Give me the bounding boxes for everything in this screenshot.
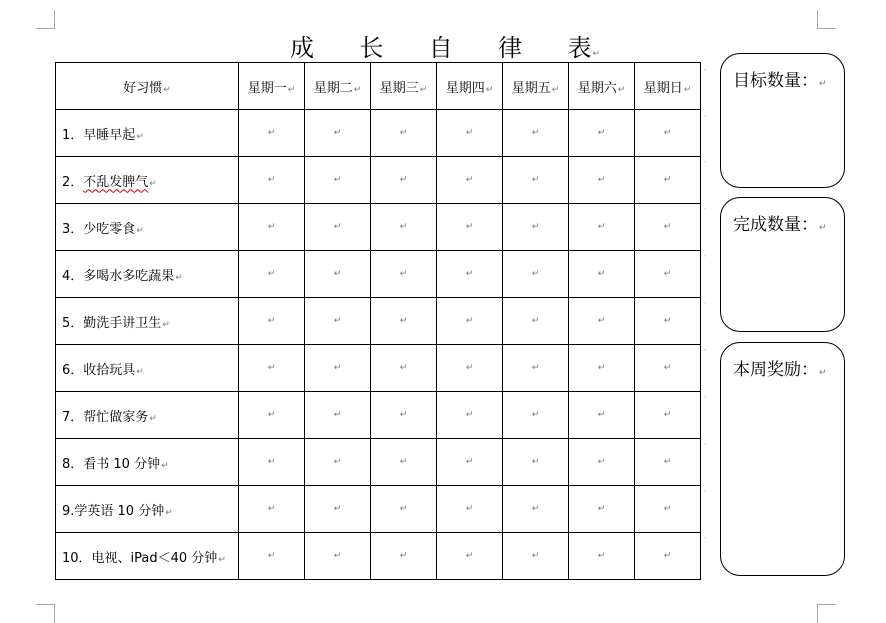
check-cell[interactable]: ↵ — [305, 204, 371, 251]
habit-row — [56, 486, 701, 533]
check-cell[interactable]: ↵ — [371, 251, 437, 298]
check-cell[interactable]: ↵ — [371, 392, 437, 439]
check-cell[interactable]: ↵ — [569, 345, 635, 392]
day-header-fri: 星期五↵ — [503, 63, 569, 110]
check-cell[interactable]: ↵ — [503, 439, 569, 486]
check-cell[interactable]: ↵ — [305, 392, 371, 439]
check-cell[interactable]: ↵ — [569, 533, 635, 580]
check-cell[interactable]: ↵ — [239, 251, 305, 298]
habit-row — [56, 439, 701, 486]
check-cell[interactable]: ↵ — [569, 110, 635, 157]
check-cell[interactable]: ↵ — [239, 157, 305, 204]
check-cell[interactable]: ↵ — [503, 486, 569, 533]
table-header-row — [56, 63, 701, 110]
check-cell[interactable]: ↵ — [371, 110, 437, 157]
page-corner-top-right — [817, 10, 836, 29]
row-end-mark: ʼ — [704, 254, 707, 262]
check-cell[interactable]: ↵ — [305, 251, 371, 298]
check-cell[interactable]: ↵ — [437, 251, 503, 298]
target-count-box[interactable]: 目标数量：↵ — [720, 53, 845, 188]
check-cell[interactable]: ↵ — [569, 251, 635, 298]
habit-label: 7．帮忙做家务↵ — [56, 392, 239, 439]
habit-label: 10．电视、iPad＜40 分钟↵ — [56, 533, 239, 580]
check-cell[interactable]: ↵ — [635, 439, 701, 486]
target-count-label: 目标数量： — [733, 71, 818, 91]
check-cell[interactable]: ↵ — [635, 486, 701, 533]
page-corner-bottom-left — [36, 604, 55, 623]
row-end-mark: ʼ — [704, 442, 707, 450]
check-cell[interactable]: ↵ — [371, 486, 437, 533]
habit-table — [55, 62, 701, 580]
habit-label: 1．早睡早起↵ — [56, 110, 239, 157]
check-cell[interactable]: ↵ — [437, 392, 503, 439]
check-cell[interactable]: ↵ — [437, 533, 503, 580]
page-corner-bottom-right — [817, 604, 836, 623]
habit-row — [56, 204, 701, 251]
check-cell[interactable]: ↵ — [305, 439, 371, 486]
row-end-mark: ʼ — [704, 348, 707, 356]
habit-label: 6．收拾玩具↵ — [56, 345, 239, 392]
habit-row — [56, 345, 701, 392]
habit-label: 3．少吃零食↵ — [56, 204, 239, 251]
check-cell[interactable]: ↵ — [503, 345, 569, 392]
title-char: 表↵ — [567, 33, 600, 62]
check-cell[interactable]: ↵ — [305, 157, 371, 204]
check-cell[interactable]: ↵ — [503, 298, 569, 345]
title-char: 律 — [498, 33, 523, 62]
weekly-reward-box[interactable]: 本周奖励：↵ — [720, 342, 845, 576]
habit-label: 9.学英语 10 分钟↵ — [56, 486, 239, 533]
check-cell[interactable]: ↵ — [371, 439, 437, 486]
habit-row — [56, 298, 701, 345]
check-cell[interactable]: ↵ — [371, 204, 437, 251]
check-cell[interactable]: ↵ — [503, 204, 569, 251]
check-cell[interactable]: ↵ — [239, 345, 305, 392]
day-header-sat: 星期六↵ — [569, 63, 635, 110]
habit-row — [56, 110, 701, 157]
day-header-mon: 星期一↵ — [239, 63, 305, 110]
habit-label: 2．不乱发脾气↵ — [56, 157, 239, 204]
check-cell[interactable]: ↵ — [635, 157, 701, 204]
check-cell[interactable]: ↵ — [305, 345, 371, 392]
page-title — [290, 28, 600, 62]
check-cell[interactable]: ↵ — [635, 533, 701, 580]
check-cell[interactable]: ↵ — [569, 392, 635, 439]
check-cell[interactable]: ↵ — [503, 251, 569, 298]
check-cell[interactable]: ↵ — [635, 110, 701, 157]
weekly-reward-label: 本周奖励： — [733, 360, 818, 380]
day-header-wed: 星期三↵ — [371, 63, 437, 110]
habit-row — [56, 392, 701, 439]
check-cell[interactable]: ↵ — [635, 392, 701, 439]
row-end-mark: ʼ — [704, 301, 707, 309]
check-cell[interactable]: ↵ — [503, 392, 569, 439]
habit-row — [56, 251, 701, 298]
habit-row — [56, 533, 701, 580]
check-cell[interactable]: ↵ — [371, 345, 437, 392]
day-header-sun: 星期日↵ — [635, 63, 701, 110]
row-end-mark: ʼ — [704, 489, 707, 497]
check-cell[interactable]: ↵ — [437, 345, 503, 392]
row-end-mark: ʼ — [704, 536, 707, 544]
row-end-mark: ʼ — [704, 68, 707, 76]
check-cell[interactable]: ↵ — [239, 392, 305, 439]
check-cell[interactable]: ↵ — [569, 204, 635, 251]
check-cell[interactable]: ↵ — [239, 204, 305, 251]
row-end-mark: ʼ — [704, 207, 707, 215]
day-header-thu: 星期四↵ — [437, 63, 503, 110]
check-cell[interactable]: ↵ — [437, 157, 503, 204]
check-cell[interactable]: ↵ — [437, 204, 503, 251]
check-cell[interactable]: ↵ — [569, 486, 635, 533]
check-cell[interactable]: ↵ — [239, 486, 305, 533]
check-cell[interactable]: ↵ — [305, 298, 371, 345]
check-cell[interactable]: ↵ — [635, 298, 701, 345]
check-cell[interactable]: ↵ — [371, 533, 437, 580]
return-mark: ↵ — [592, 48, 600, 59]
check-cell[interactable]: ↵ — [305, 533, 371, 580]
habit-label: 8．看书 10 分钟↵ — [56, 439, 239, 486]
check-cell[interactable]: ↵ — [503, 110, 569, 157]
completed-count-label: 完成数量： — [733, 215, 818, 235]
check-cell[interactable]: ↵ — [239, 533, 305, 580]
title-char: 长 — [359, 33, 384, 62]
page-corner-top-left — [36, 10, 55, 29]
day-header-tue: 星期二↵ — [305, 63, 371, 110]
habit-label: 4．多喝水多吃蔬果↵ — [56, 251, 239, 298]
check-cell[interactable]: ↵ — [569, 157, 635, 204]
title-char: 成 — [290, 33, 314, 62]
check-cell[interactable]: ↵ — [239, 110, 305, 157]
check-cell[interactable]: ↵ — [635, 251, 701, 298]
check-cell[interactable]: ↵ — [503, 533, 569, 580]
completed-count-box[interactable]: 完成数量：↵ — [720, 197, 845, 332]
check-cell[interactable]: ↵ — [371, 157, 437, 204]
check-cell[interactable]: ↵ — [437, 298, 503, 345]
title-char: 自 — [428, 33, 453, 62]
check-cell[interactable]: ↵ — [437, 486, 503, 533]
check-cell[interactable]: ↵ — [635, 345, 701, 392]
check-cell[interactable]: ↵ — [635, 204, 701, 251]
row-end-mark: ʼ — [704, 114, 707, 122]
check-cell[interactable]: ↵ — [437, 110, 503, 157]
check-cell[interactable]: ↵ — [239, 298, 305, 345]
habit-label: 5．勤洗手讲卫生↵ — [56, 298, 239, 345]
check-cell[interactable]: ↵ — [569, 439, 635, 486]
row-end-mark: ʼ — [704, 160, 707, 168]
habit-row — [56, 157, 701, 204]
habit-column-header: 好习惯↵ — [56, 63, 239, 110]
check-cell[interactable]: ↵ — [371, 298, 437, 345]
check-cell[interactable]: ↵ — [503, 157, 569, 204]
check-cell[interactable]: ↵ — [437, 439, 503, 486]
check-cell[interactable]: ↵ — [239, 439, 305, 486]
row-end-mark: ʼ — [704, 395, 707, 403]
check-cell[interactable]: ↵ — [305, 486, 371, 533]
check-cell[interactable]: ↵ — [569, 298, 635, 345]
check-cell[interactable]: ↵ — [305, 110, 371, 157]
